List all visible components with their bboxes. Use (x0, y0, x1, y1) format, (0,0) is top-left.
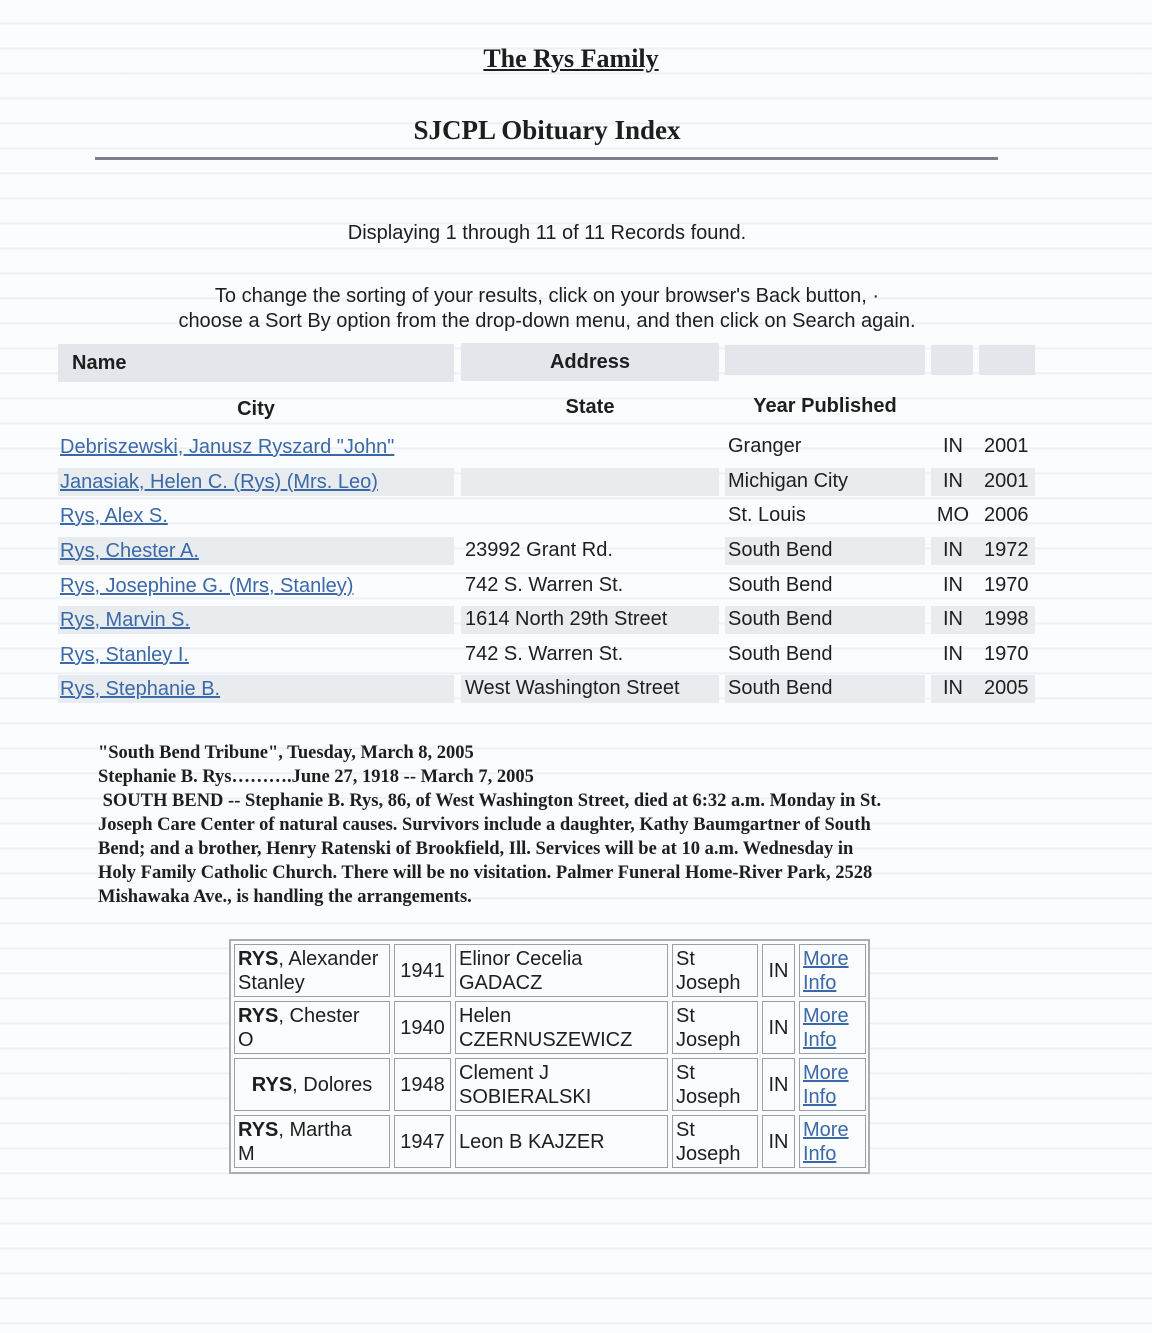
marriage-year: 1947 (394, 1115, 451, 1168)
record-year: 1970 (984, 574, 1029, 596)
record-address: 1614 North 29th Street (465, 608, 668, 630)
marriage-county-cell (672, 1115, 758, 1168)
record-state: IN (943, 435, 963, 457)
record-name-link[interactable]: Rys, Chester A. (60, 540, 199, 562)
record-year: 2001 (984, 470, 1029, 492)
sort-help-line-2: choose a Sort By option from the drop-down menu, and then click on Search again. (178, 310, 916, 332)
marriage-spouse-line-1: Leon B KAJZER (459, 1130, 605, 1153)
record-state: IN (943, 539, 963, 561)
page-title: SJCPL Obituary Index (413, 115, 681, 145)
record-year: 2005 (984, 677, 1029, 699)
obituary-line: Mishawaka Ave., is handling the arrangements. (98, 887, 472, 907)
marriage-given-name-2: O (238, 1028, 254, 1051)
header-cell-empty-3 (979, 345, 1035, 375)
record-year: 2001 (984, 435, 1029, 457)
more-info-link-line-1[interactable]: More (803, 1118, 849, 1141)
marriage-spouse-cell (455, 1115, 668, 1168)
record-city: South Bend (728, 574, 833, 596)
record-city: St. Louis (728, 504, 806, 526)
record-name-link[interactable]: Rys, Marvin S. (60, 609, 191, 631)
header-cell-empty-2 (931, 345, 973, 375)
marriage-county-line-2: Joseph (676, 1085, 741, 1108)
record-state: IN (943, 608, 963, 630)
table-row (58, 435, 1035, 465)
marriage-spouse-cell (455, 1058, 668, 1111)
record-state: IN (943, 677, 963, 699)
table-row (58, 608, 1035, 638)
marriage-name-cell (234, 1001, 390, 1054)
record-year: 1998 (984, 608, 1029, 630)
marriage-name-cell (234, 1115, 390, 1168)
record-name-link[interactable]: Rys, Alex S. (60, 505, 168, 527)
record-address: 23992 Grant Rd. (465, 539, 613, 561)
table-row (58, 677, 1035, 707)
record-address: West Washington Street (465, 677, 680, 699)
sort-help-text (0, 284, 1094, 334)
family-title: The Rys Family (483, 44, 659, 73)
marriage-county-cell (672, 944, 758, 997)
record-name-link[interactable]: Debriszewski, Janusz Ryszard "John" (60, 436, 395, 458)
column-header-year-published: Year Published (753, 395, 897, 417)
marriage-spouse-line-1: Clement J (459, 1061, 550, 1084)
record-state: IN (943, 574, 963, 596)
table-row (58, 574, 1035, 604)
marriage-county-line-2: Joseph (676, 971, 741, 994)
sort-help-line-1: To change the sorting of your results, click on your browser's Back button, · (214, 285, 880, 307)
record-name-link[interactable]: Rys, Josephine G. (Mrs, Stanley) (60, 575, 354, 597)
marriage-records-table (229, 939, 870, 1174)
record-city: South Bend (728, 677, 833, 699)
record-address: 742 S. Warren St. (465, 574, 624, 596)
table-row (58, 470, 1035, 500)
record-year: 1972 (984, 539, 1029, 561)
records-found-text: Displaying 1 through 11 of 11 Records found. (347, 222, 747, 244)
marriage-year: 1941 (394, 944, 451, 997)
marriage-name-cell (234, 1058, 390, 1111)
more-info-link-line-2[interactable]: Info (803, 971, 837, 994)
marriage-spouse-cell (455, 1001, 668, 1054)
marriage-state: IN (762, 1115, 795, 1168)
marriage-surname: RYS (238, 947, 279, 970)
marriage-county-line-1: St (676, 1004, 695, 1027)
marriage-given-name-2: M (238, 1142, 255, 1165)
more-info-link-line-1[interactable]: More (803, 1061, 849, 1084)
obituary-text (98, 741, 998, 909)
header-cell-empty-1 (725, 345, 925, 375)
obituary-line: Holy Family Catholic Church. There will be no visitation. Palmer Funeral Home-River Park, 2528 (98, 863, 873, 883)
more-info-link[interactable] (803, 1061, 849, 1109)
more-info-cell (799, 1115, 866, 1168)
more-info-link-line-2[interactable]: Info (803, 1028, 837, 1051)
marriage-spouse-line-1: Helen (459, 1004, 512, 1027)
title-divider (95, 157, 998, 160)
marriage-spouse-line-2: GADACZ (459, 971, 543, 994)
record-year: 2006 (984, 504, 1029, 526)
obituary-line: Joseph Care Center of natural causes. Survivors include a daughter, Kathy Baumgartner of South (98, 815, 871, 835)
marriage-given-name: , Alexander (278, 947, 379, 970)
record-city: Michigan City (728, 470, 849, 492)
more-info-cell (799, 944, 866, 997)
marriage-county-cell (672, 1058, 758, 1111)
obituary-line: "South Bend Tribune", Tuesday, March 8, 2005 (98, 743, 474, 763)
record-city: South Bend (728, 608, 833, 630)
marriage-county-line-1: St (676, 947, 695, 970)
column-header-address: Address (549, 351, 631, 373)
marriage-spouse-line-2: SOBIERALSKI (459, 1085, 592, 1108)
record-city: South Bend (728, 643, 833, 665)
marriage-year: 1948 (394, 1058, 451, 1111)
marriage-given-name-2: Stanley (238, 971, 305, 994)
more-info-link-line-2[interactable]: Info (803, 1085, 837, 1108)
record-city: Granger (728, 435, 802, 457)
record-state: IN (943, 470, 963, 492)
more-info-link[interactable] (803, 1118, 849, 1166)
record-city: South Bend (728, 539, 833, 561)
marriage-given-name: , Dolores (292, 1073, 373, 1096)
marriage-spouse-cell (455, 944, 668, 997)
more-info-cell (799, 1001, 866, 1054)
record-name-link[interactable]: Janasiak, Helen C. (Rys) (Mrs. Leo) (60, 471, 378, 493)
marriage-county-line-1: St (676, 1061, 695, 1084)
marriage-surname: RYS (238, 1004, 279, 1027)
table-row (58, 539, 1035, 569)
record-state: MO (936, 504, 970, 526)
marriage-county-line-2: Joseph (676, 1028, 741, 1051)
marriage-given-name: , Chester (278, 1004, 360, 1027)
marriage-county-line-1: St (676, 1118, 695, 1141)
marriage-given-name: , Martha (278, 1118, 352, 1141)
marriage-state: IN (762, 1058, 795, 1111)
column-header-name: Name (72, 352, 127, 374)
column-header-city: City (237, 398, 275, 420)
more-info-link-line-1[interactable]: More (803, 1004, 849, 1027)
column-header-state: State (565, 396, 615, 418)
marriage-state: IN (762, 944, 795, 997)
more-info-cell (799, 1058, 866, 1111)
marriage-spouse-line-2: CZERNUSZEWICZ (459, 1028, 633, 1051)
more-info-link[interactable] (803, 947, 849, 995)
more-info-link-line-1[interactable]: More (803, 947, 849, 970)
more-info-link[interactable] (803, 1004, 849, 1052)
record-state: IN (943, 643, 963, 665)
marriage-state: IN (762, 1001, 795, 1054)
marriage-surname: RYS (238, 1118, 279, 1141)
record-name-link[interactable]: Rys, Stanley I. (60, 644, 189, 666)
more-info-link-line-2[interactable]: Info (803, 1142, 837, 1165)
record-address: 742 S. Warren St. (465, 643, 624, 665)
marriage-name-cell (234, 944, 390, 997)
obituary-line: SOUTH BEND -- Stephanie B. Rys, 86, of West Washington Street, died at 6:32 a.m. Monday in St. (98, 791, 882, 811)
record-name-link[interactable]: Rys, Stephanie B. (60, 678, 221, 700)
table-row (58, 504, 1035, 534)
marriage-county-line-2: Joseph (676, 1142, 741, 1165)
marriage-spouse-line-1: Elinor Cecelia (459, 947, 583, 970)
table-row (58, 643, 1035, 673)
marriage-year: 1940 (394, 1001, 451, 1054)
marriage-county-cell (672, 1001, 758, 1054)
record-year: 1970 (984, 643, 1029, 665)
obituary-line: Stephanie B. Rys……….June 27, 1918 -- March 7, 2005 (98, 767, 534, 787)
marriage-surname: RYS (251, 1073, 293, 1096)
obituary-line: Bend; and a brother, Henry Ratenski of Brookfield, Ill. Services will be at 10 a.m. Wednesday in (98, 839, 854, 859)
